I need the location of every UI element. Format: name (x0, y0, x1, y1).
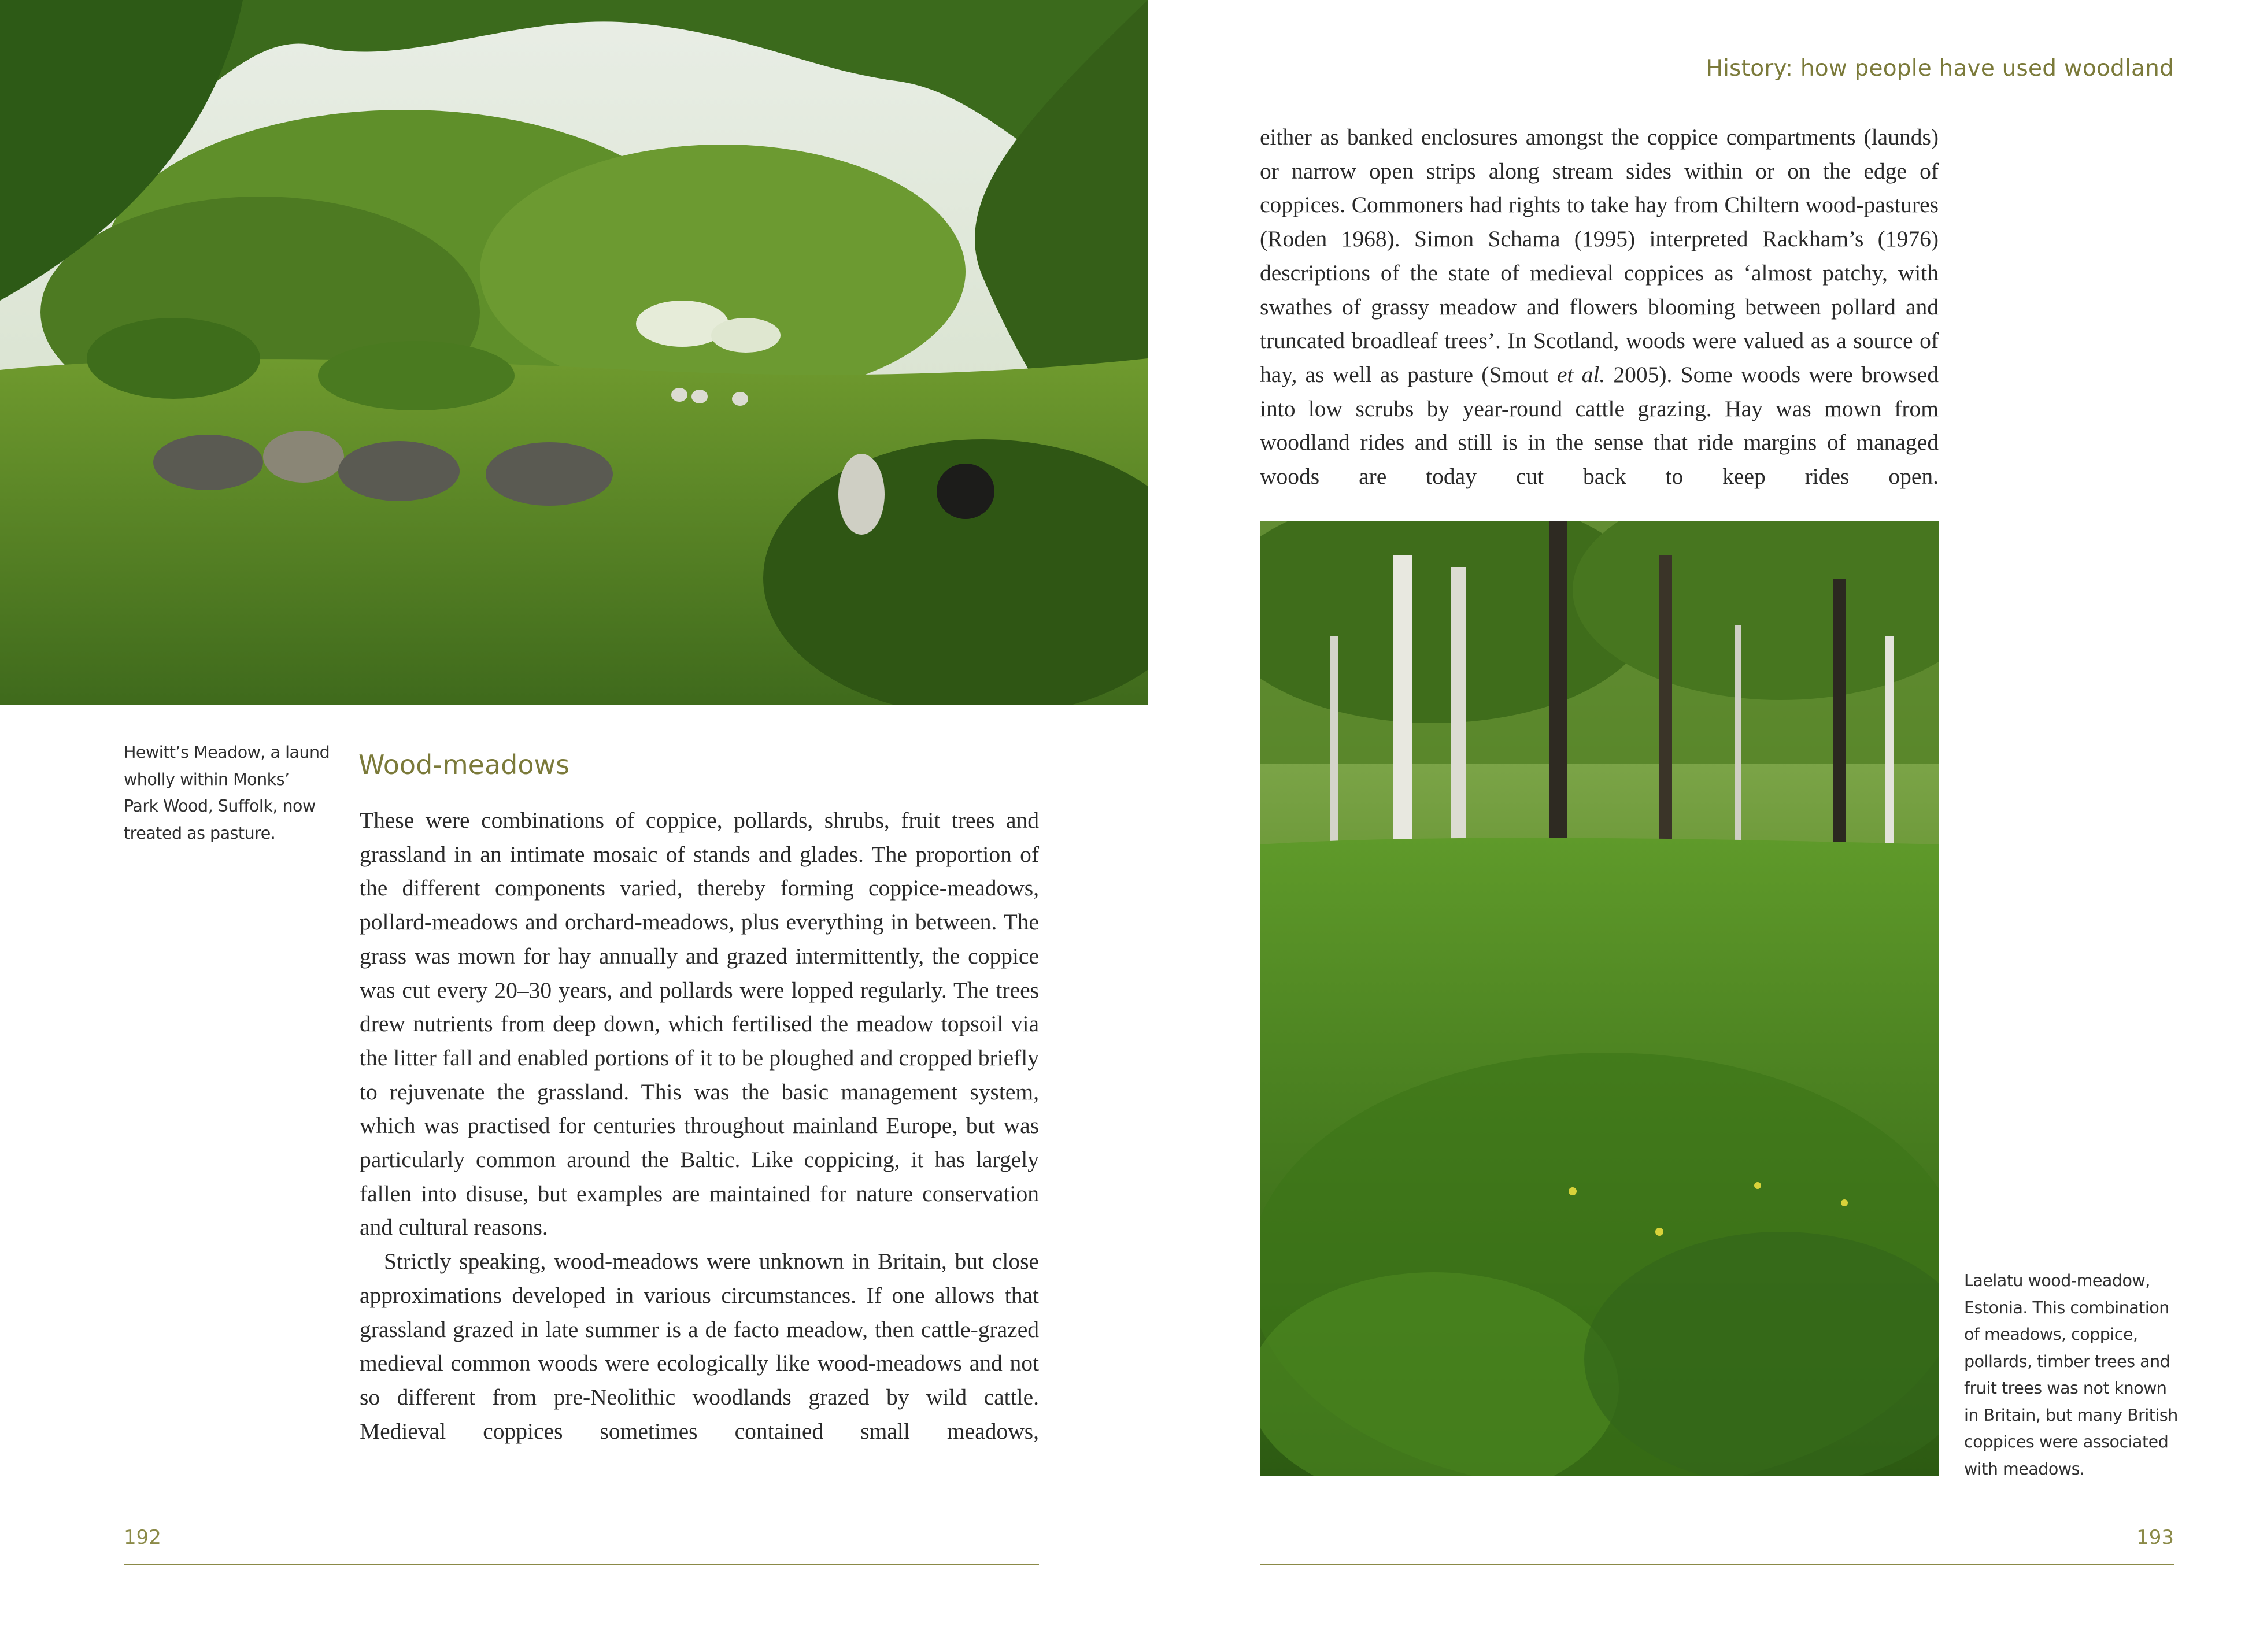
body-text-right (1260, 120, 1939, 494)
paragraph (1260, 120, 1939, 494)
paragraph: Strictly speaking, wood-meadows were unknown in Britain, but close approximations developed in various circumstances. If one allows that grassland grazed in late summer is a de facto meadow, then cattle-grazed medieval common woods were ecologically like wood-meadows and not so different from pre-Neolithic woodlands grazed by wild cattle. Medieval coppices sometimes contained small meadows, (360, 1249, 1039, 1444)
italic-et-al: et al. (1556, 361, 1606, 387)
sheep-meadow-image (0, 0, 1148, 705)
running-head: History: how people have used woodland (1706, 55, 2174, 82)
caption-line: Estonia. This combination (1964, 1298, 2169, 1317)
caption-line: Park Wood, Suffolk, now (124, 797, 316, 816)
photo-caption-right (1964, 1268, 2178, 1483)
caption-line: Hewitt’s Meadow, a laund (124, 743, 330, 762)
caption-line: of meadows, coppice, (1964, 1325, 2138, 1344)
caption-line: pollards, timber trees and (1964, 1351, 2170, 1371)
footer-rule-left (124, 1564, 1039, 1565)
caption-line: Laelatu wood-meadow, (1964, 1271, 2150, 1290)
caption-line: wholly within Monks’ (124, 769, 290, 789)
section-heading: Wood-meadows (358, 749, 570, 780)
paragraph-text: 2005). Some woods were browsed into low scrubs by year-round cattle grazing. Hay was mown from woodland rides and still is in the sense that ride margins of managed woods are today cut back to keep rides open. (1260, 361, 1939, 490)
body-text-left (360, 803, 1039, 1448)
page-number-right: 193 (2136, 1526, 2174, 1549)
paragraph: These were combinations of coppice, pollards, shrubs, fruit trees and grassland in an intimate mosaic of stands and glades. The proportion of the different components varied, thereby forming coppice-meadows, pollard-meadows and orchard-meadows, plus everything in between. The grass was mown for hay annually and grazed intermittently, the coppice was cut every 20–30 years, and pollards were lopped regularly. The trees drew nutrients from deep down, which fertilised the meadow topsoil via the litter fall and enabled portions of it to be ploughed and cropped briefly to rejuvenate the grassland. This was the basic management system, which was practised for centuries throughout mainland Europe, but was particularly common around the Baltic. Like coppicing, it has largely fallen into disuse, but examples are maintained for nature conservation and cultural reasons. (360, 808, 1039, 1240)
photo-laelatu-wood-meadow (1260, 521, 1939, 1476)
caption-line: with meadows. (1964, 1459, 2085, 1479)
photo-hewitts-meadow (0, 0, 1148, 705)
page-number-left: 192 (124, 1526, 161, 1549)
caption-line: fruit trees was not known (1964, 1379, 2167, 1398)
caption-line: coppices were associated (1964, 1432, 2169, 1451)
caption-line: in Britain, but many British (1964, 1405, 2178, 1425)
photo-caption-left (124, 739, 338, 847)
wood-meadow-image (1260, 521, 1939, 1476)
caption-line: treated as pasture. (124, 823, 276, 843)
paragraph-text: either as banked enclosures amongst the coppice compartments (launds) or narrow open strips along stream sides within or on the edge of coppices. Commoners had rights to take hay from Chiltern wood-pastures (Roden 1968). Simon Schama (1995) interpreted Rackham’s (1976) descriptions of the state of medieval coppices as ‘almost patchy, with swathes of grassy meadow and flowers blooming between pollard and truncated broadleaf trees’. In Scotland, woods were valued as a source of hay, as well as pasture (Smout (1260, 124, 1939, 387)
footer-rule-right (1260, 1564, 2174, 1565)
